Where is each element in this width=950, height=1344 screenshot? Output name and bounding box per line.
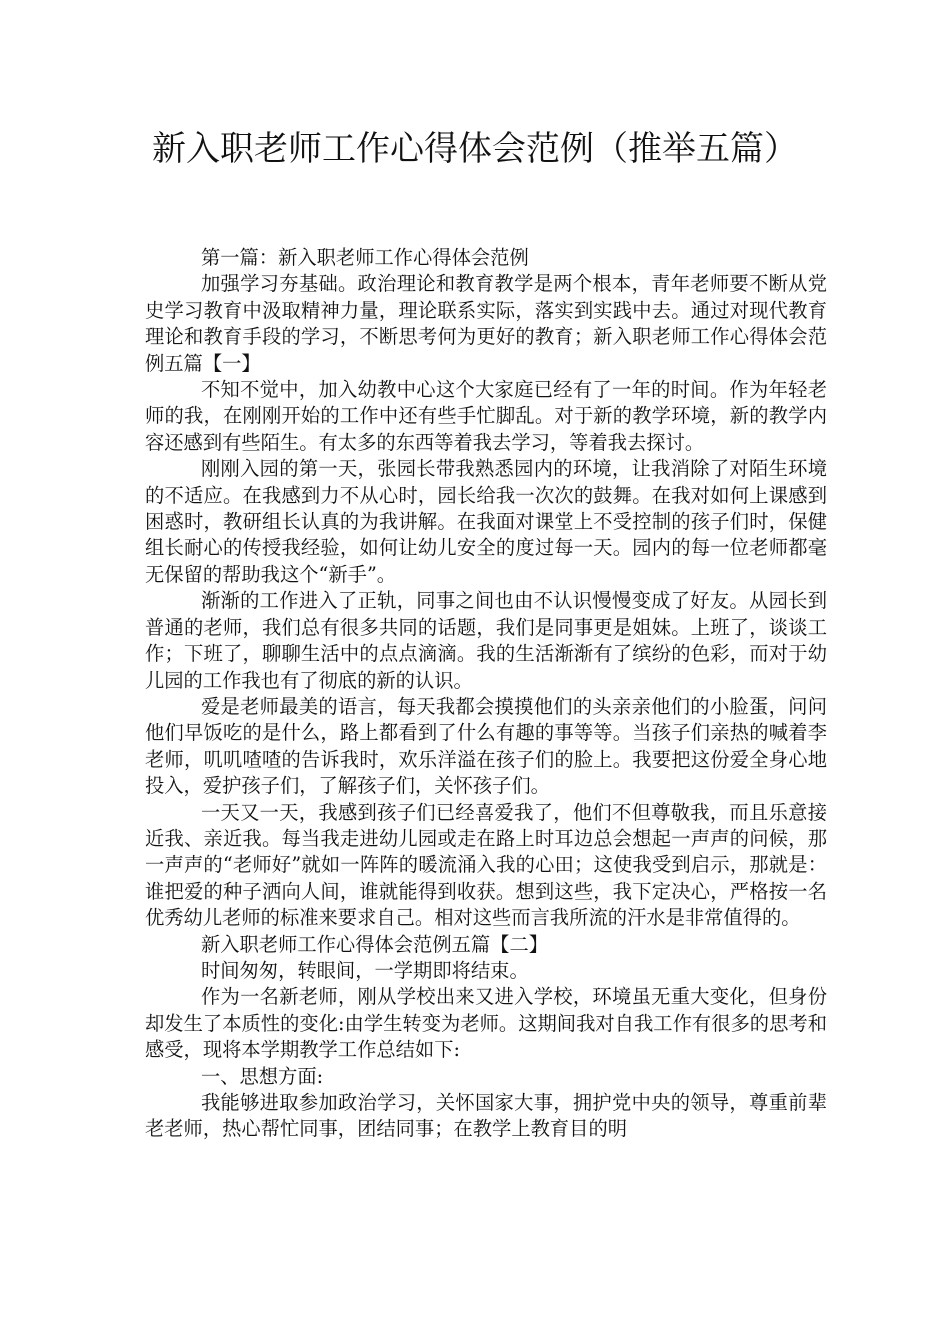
- paragraph: 作为一名新老师，刚从学校出来又进入学校，环境虽无重大变化，但身份却发生了本质性的变化:由学生转变为老师。这期间我对自我工作有很多的思考和感受，现将本学期教学工作总结如下:: [145, 985, 827, 1062]
- paragraph: 刚刚入园的第一天，张园长带我熟悉园内的环境，让我消除了对陌生环境的不适应。在我感到力不从心时，园长给我一次次的鼓舞。在我对如何上课感到困惑时，教研组长认真的为我讲解。在我面对课堂上不受控制的孩子们时，保健组长耐心的传授我经验，如何让幼儿安全的度过每一天。园内的每一位老师都毫无保留的帮助我这个“新手”。: [145, 457, 827, 586]
- section-heading: 新入职老师工作心得体会范例五篇【二】: [200, 932, 549, 956]
- document-title: 新入职老师工作心得体会范例（推举五篇）: [152, 129, 798, 169]
- paragraph: 一天又一天，我感到孩子们已经喜爱我了，他们不但尊敬我，而且乐意接近我、亲近我。每当我走进幼儿园或走在路上时耳边总会想起一声声的问候，那一声声的“老师好”就如一阵阵的暖流涌入我的心田；这使我受到启示，那就是：谁把爱的种子洒向人间，谁就能得到收获。想到这些，我下定决心，严格按一名优秀幼儿老师的标准来要求自己。相对这些而言我所流的汗水是非常值得的。: [145, 800, 827, 930]
- paragraph: 爱是老师最美的语言，每天我都会摸摸他们的头亲亲他们的小脸蛋，问问他们早饭吃的是什么，路上都看到了什么有趣的事等等。当孩子们亲热的喊着李老师，叽叽喳喳的告诉我时，欢乐洋溢在孩子们的脸上。我要把这份爱全身心地投入，爱护孩子们，了解孩子们，关怀孩子们。: [145, 694, 827, 798]
- document-body: [145, 245, 827, 1143]
- paragraph: 渐渐的工作进入了正轨，同事之间也由不认识慢慢变成了好友。从园长到普通的老师，我们总有很多共同的话题，我们是同事更是姐妹。上班了，谈谈工作；下班了，聊聊生活中的点点滴滴。我的生活渐渐有了缤纷的色彩，而对于幼儿园的工作我也有了彻底的新的认识。: [145, 589, 827, 692]
- paragraph: 我能够进取参加政治学习，关怀国家大事，拥护党中央的领导，尊重前辈老老师，热心帮忙同事，团结同事；在教学上教育目的明: [145, 1091, 827, 1141]
- paragraph: 加强学习夯基础。政治理论和教育教学是两个根本，青年老师要不断从党史学习教育中汲取精神力量，理论联系实际，落实到实践中去。通过对现代教育理论和教育手段的学习，不断思考何为更好的教育；新入职老师工作心得体会范例五篇【一】: [145, 272, 827, 375]
- paragraph: 不知不觉中，加入幼教中心这个大家庭已经有了一年的时间。作为年轻老师的我，在刚刚开始的工作中还有些手忙脚乱。对于新的教学环境，新的教学内容还感到有些陌生。有太多的东西等着我去学习，等着我去探讨。: [145, 378, 827, 454]
- section-heading: 第一篇：新入职老师工作心得体会范例: [200, 246, 529, 269]
- paragraph: 时间匆匆，转眼间，一学期即将结束。: [200, 958, 529, 982]
- subsection-heading: 一、思想方面:: [200, 1064, 324, 1088]
